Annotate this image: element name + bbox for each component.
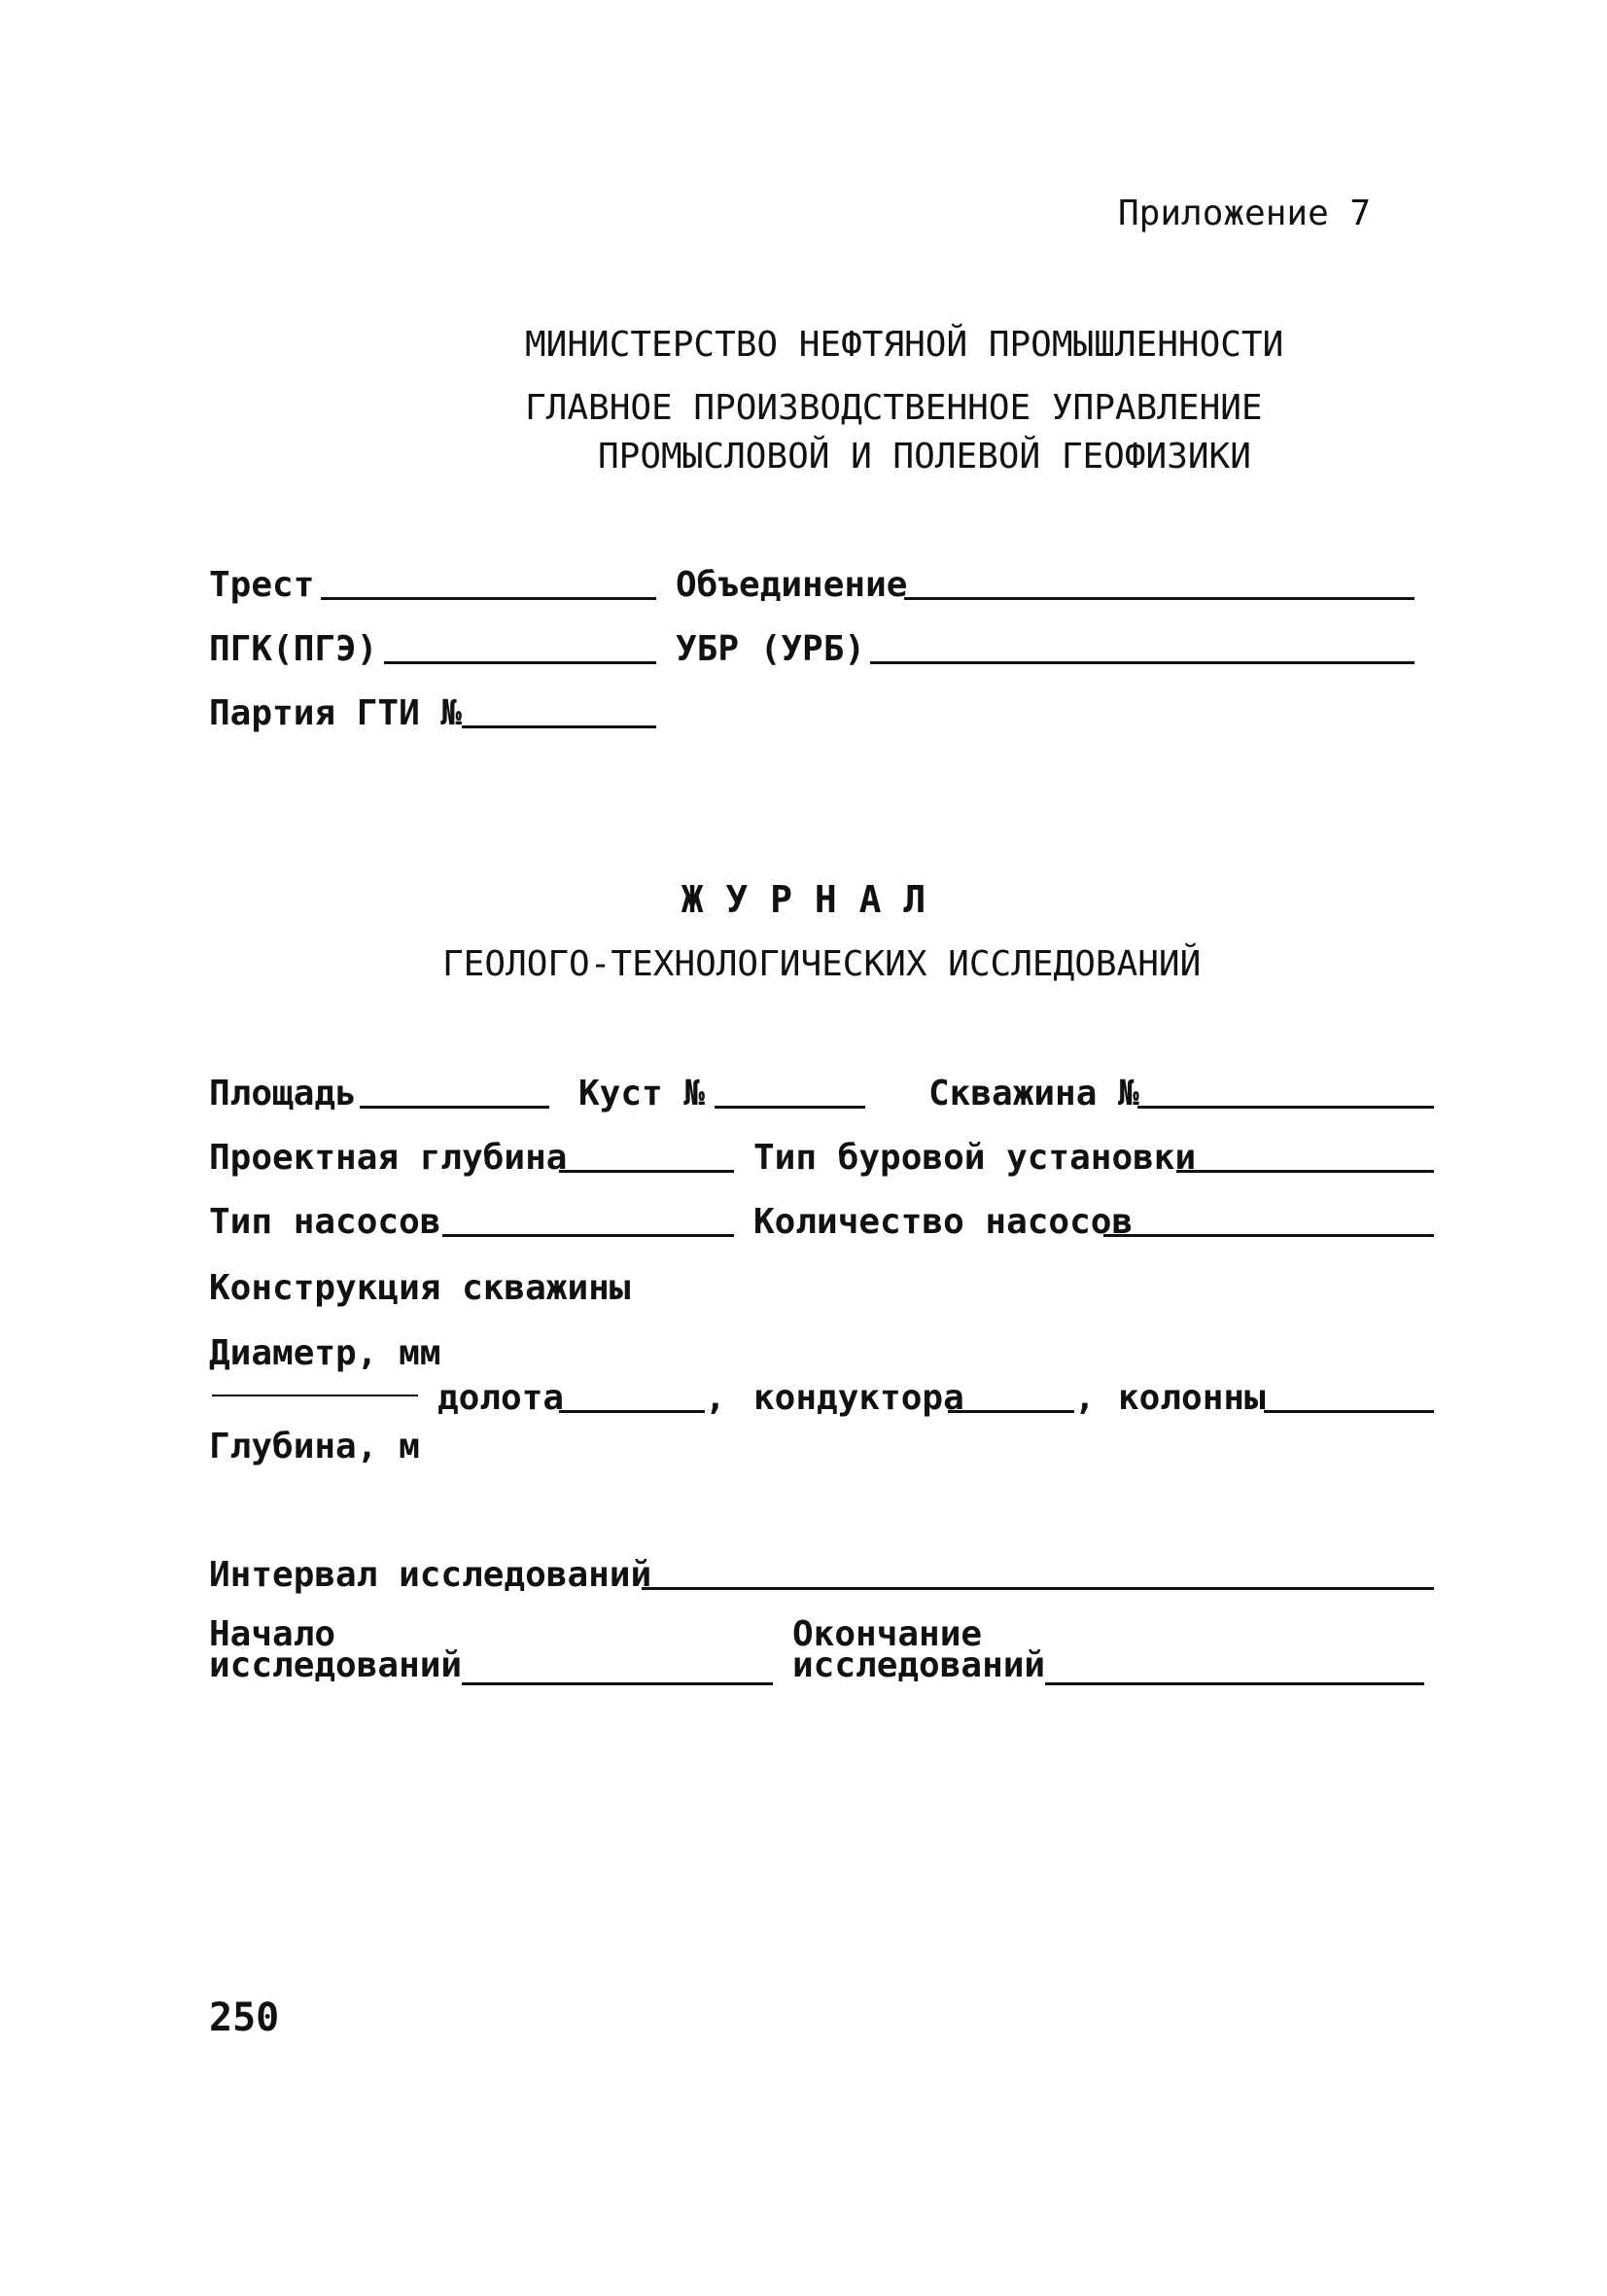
- well-label: Скважина №: [928, 1074, 1139, 1113]
- party-field[interactable]: [462, 725, 656, 728]
- pump-type-label: Тип насосов: [209, 1202, 441, 1242]
- design-depth-field[interactable]: [559, 1170, 734, 1173]
- design-depth-label: Проектная глубина: [209, 1138, 568, 1178]
- ubr-field[interactable]: [870, 661, 1415, 664]
- comma-2: ,: [1074, 1378, 1096, 1418]
- association-label: Объединение: [676, 565, 908, 605]
- research-start-label-1: Начало: [209, 1614, 336, 1654]
- trust-field[interactable]: [321, 597, 656, 600]
- page-number: 250: [209, 1996, 280, 2040]
- bit-field[interactable]: [559, 1410, 705, 1413]
- conductor-field[interactable]: [948, 1410, 1074, 1413]
- rig-type-label: Тип буровой установки: [753, 1138, 1197, 1178]
- area-label: Площадь: [209, 1074, 357, 1113]
- association-field[interactable]: [904, 597, 1415, 600]
- appendix-label: Приложение 7: [1118, 194, 1372, 233]
- journal-title: Ж У Р Н А Л: [681, 878, 926, 921]
- diameter-label: Диаметр, мм: [209, 1333, 441, 1373]
- research-interval-field[interactable]: [642, 1587, 1434, 1590]
- conductor-label: кондуктора: [753, 1378, 964, 1418]
- pump-count-label: Количество насосов: [753, 1202, 1134, 1242]
- directorate-heading: ГЛАВНОЕ ПРОИЗВОДСТВЕННОЕ УПРАВЛЕНИЕ: [525, 388, 1263, 428]
- ubr-label: УБР (УРБ): [676, 629, 866, 669]
- pump-count-field[interactable]: [1103, 1234, 1434, 1237]
- journal-subtitle: ГЕОЛОГО-ТЕХНОЛОГИЧЕСКИХ ИССЛЕДОВАНИЙ: [442, 944, 1202, 984]
- research-end-label-1: Окончание: [792, 1614, 983, 1654]
- research-start-label-2: исследований: [209, 1645, 463, 1685]
- trust-label: Трест: [209, 565, 315, 605]
- well-construction-label: Конструкция скважины: [209, 1268, 631, 1308]
- pgk-label: ПГК(ПГЭ): [209, 629, 378, 669]
- directorate-heading-2: ПРОМЫСЛОВОЙ И ПОЛЕВОЙ ГЕОФИЗИКИ: [598, 437, 1251, 477]
- ministry-heading: МИНИСТЕРСТВО НЕФТЯНОЙ ПРОМЫШЛЕННОСТИ: [525, 325, 1284, 365]
- fraction-divider: [212, 1395, 418, 1396]
- research-end-field[interactable]: [1045, 1682, 1424, 1685]
- well-field[interactable]: [1137, 1106, 1434, 1109]
- column-field[interactable]: [1264, 1410, 1434, 1413]
- party-label: Партия ГТИ №: [209, 693, 463, 733]
- column-label: колонны: [1118, 1378, 1266, 1418]
- area-field[interactable]: [360, 1106, 549, 1109]
- pgk-field[interactable]: [384, 661, 656, 664]
- bit-label: долота: [437, 1378, 565, 1418]
- pump-type-field[interactable]: [442, 1234, 734, 1237]
- comma-1: ,: [705, 1378, 726, 1418]
- pad-label: Куст №: [578, 1074, 706, 1113]
- research-end-label-2: исследований: [792, 1645, 1046, 1685]
- rig-type-field[interactable]: [1176, 1170, 1434, 1173]
- depth-label: Глубина, м: [209, 1427, 420, 1466]
- pad-field[interactable]: [715, 1106, 865, 1109]
- research-start-field[interactable]: [462, 1682, 773, 1685]
- research-interval-label: Интервал исследований: [209, 1555, 652, 1595]
